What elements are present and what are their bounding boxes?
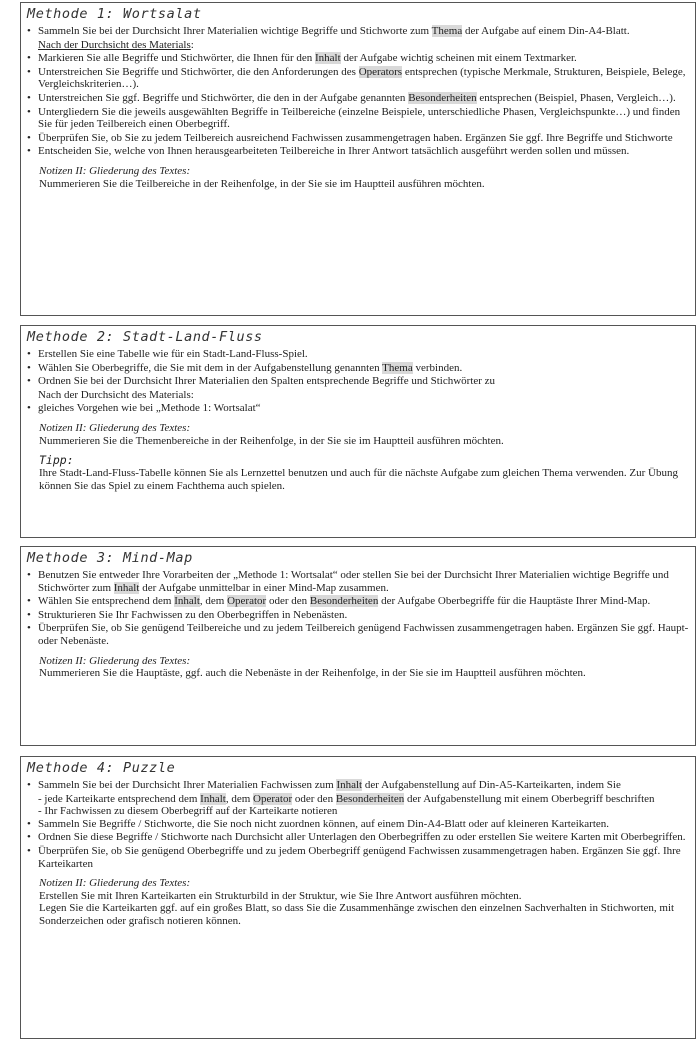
note-text: Nummerieren Sie die Teilbereiche in der Reihenfolge, in der Sie sie im Hauptteil ausführen möchten.	[39, 177, 485, 190]
text: der Aufgabenstellung auf Din-A5-Karteikarten, indem Sie	[362, 779, 621, 791]
list-item: • Überprüfen Sie, ob Sie zu jedem Teilbereich ausreichend Fachwissen zusammengetragen haben. Ergänzen Sie ggf. Ihre Begriffe und Stichworte	[27, 132, 689, 145]
list-item: • Entscheiden Sie, welche von Ihnen herausgearbeiteten Teilbereiche in Ihrer Antwort tatsächlich ausgeführt werden sollen und müssen.	[27, 145, 689, 158]
highlight-besonderheiten: Besonderheiten	[408, 91, 477, 104]
highlight-besonderheiten: Besonderheiten	[309, 595, 379, 608]
dash-item	[27, 793, 689, 806]
list-item	[27, 52, 689, 65]
highlight-thema: Thema	[431, 25, 463, 37]
text: Sammeln Sie bei der Durchsicht Ihrer Materialien Fachwissen zum	[38, 779, 337, 791]
highlight-besonderheiten: Besonderheiten	[335, 792, 405, 805]
list-item: • Ordnen Sie bei der Durchsicht Ihrer Materialien den Spalten entsprechende Begriffe und Stichwörter zu	[27, 375, 689, 388]
list-subheading	[27, 39, 689, 52]
method-1-note	[39, 165, 689, 190]
text: verbinden.	[412, 361, 463, 374]
method-1-list	[27, 25, 689, 158]
note-heading: Notizen II: Gliederung des Textes:	[39, 877, 191, 890]
list-item: • gleiches Vorgehen wie bei „Methode 1: Wortsalat“	[27, 402, 689, 415]
highlight-operators: Operators	[358, 65, 403, 78]
text: Unterstreichen Sie ggf. Begriffe und Stichwörter, die den in der Aufgabe genannten	[38, 91, 409, 104]
text: Markieren Sie alle Begriffe und Stichwörter, die Ihnen für den	[38, 52, 316, 65]
highlight-thema: Thema	[382, 361, 413, 374]
tipp-heading: Tipp:	[39, 453, 74, 468]
text: der Aufgabe wichtig scheinen mit einem Textmarker.	[340, 52, 577, 65]
method-4-box	[20, 756, 696, 1039]
method-1-title: Methode 1: Wortsalat	[27, 6, 202, 22]
note-text: Erstellen Sie mit Ihren Karteikarten ein Strukturbild in der Struktur, wie Sie Ihre Antwort ausführen möchten.	[39, 889, 522, 902]
list-subheading: Nach der Durchsicht des Materials:	[38, 388, 194, 401]
text: Wählen Sie entsprechend dem	[38, 595, 175, 608]
tipp-text: Ihre Stadt-Land-Fluss-Tabelle können Sie als Lernzettel benutzen und auch für die nächste Aufgabe zum gleichen Thema verwenden. Zur Übung können Sie das Spiel zu einem Fachthema auch spielen.	[39, 467, 678, 492]
method-3-box	[20, 546, 696, 746]
list-item	[27, 595, 689, 608]
method-4-list	[27, 779, 689, 870]
highlight-inhalt: Inhalt	[336, 779, 363, 791]
text: oder den	[266, 595, 310, 608]
text: Benutzen Sie entweder Ihre Vorarbeiten der „Methode 1: Wortsalat“ oder stellen Sie bei der Durchsicht Ihrer Materialien wichtige Begriffe und Stichwörter zum	[38, 569, 669, 594]
method-3-list	[27, 569, 689, 648]
method-4-title: Methode 4: Puzzle	[27, 760, 176, 776]
list-item	[27, 779, 689, 792]
text: Sammeln Sie bei der Durchsicht Ihrer Materialien wichtige Begriffe und Stichworte zum	[38, 25, 432, 37]
highlight-operator: Operator	[253, 792, 293, 805]
note-text: Legen Sie die Karteikarten ggf. auf ein großes Blatt, so dass Sie die Zusammenhänge zwischen den einzelnen Sachverhalten in Stichworten, mit Sonderzeichen oder grafisch notieren können.	[39, 902, 675, 927]
text: der Aufgabe unmittelbar in einer Mind-Map zusammen.	[139, 581, 389, 594]
method-3-title: Methode 3: Mind-Map	[27, 550, 193, 566]
text: der Aufgabenstellung mit einem Oberbegriff beschriften	[404, 792, 655, 805]
list-item: • Strukturieren Sie Ihr Fachwissen zu den Oberbegriffen in Nebenästen.	[27, 609, 689, 622]
text: , dem	[225, 792, 254, 805]
method-2-list	[27, 348, 689, 415]
text: - jede Karteikarte entsprechend dem	[38, 792, 201, 805]
highlight-inhalt: Inhalt	[200, 792, 226, 805]
method-3-note	[39, 655, 689, 680]
method-2-note	[39, 422, 689, 492]
note-text: Nummerieren Sie die Themenbereiche in der Reihenfolge, in der Sie sie im Hauptteil ausführen möchten.	[39, 434, 504, 447]
text: entsprechen (typische Merkmale, Strukturen, Beispiele, Belege, Vergleichskriterien…).	[38, 65, 686, 91]
text: , dem	[199, 595, 228, 608]
highlight-operator: Operator	[227, 595, 267, 608]
list-item: • Überprüfen Sie, ob Sie genügend Oberbegriffe und zu jedem Oberbegriff genügend Fachwissen zusammengetragen haben. Ergänzen Sie ggf. Ihre Karteikarten	[27, 845, 689, 870]
list-item	[27, 569, 689, 594]
note-text: Nummerieren Sie die Hauptäste, ggf. auch die Nebenäste in der Reihenfolge, in der Sie sie im Hauptteil ausführen möchten.	[39, 667, 586, 680]
highlight-inhalt: Inhalt	[315, 52, 341, 65]
text: Unterstreichen Sie Begriffe und Stichwörter, die den Anforderungen des	[38, 65, 359, 78]
note-heading: Notizen II: Gliederung des Textes:	[39, 654, 191, 667]
method-2-box	[20, 325, 696, 538]
note-heading: Notizen II: Gliederung des Textes:	[39, 164, 191, 177]
list-item	[27, 25, 689, 38]
method-4-note	[39, 877, 689, 927]
list-item: • Erstellen Sie eine Tabelle wie für ein Stadt-Land-Fluss-Spiel.	[27, 348, 689, 361]
dash-item: - Ihr Fachwissen zu diesem Oberbegriff auf der Karteikarte notieren	[38, 805, 338, 818]
note-heading: Notizen II: Gliederung des Textes:	[39, 421, 191, 434]
text: Wählen Sie Oberbegriffe, die Sie mit dem in der Aufgabenstellung genannten	[38, 361, 383, 374]
method-1-box	[20, 2, 696, 316]
text: oder den	[292, 792, 336, 805]
underlined-text: Nach der Durchsicht des Materials	[38, 38, 191, 51]
list-item: • Sammeln Sie Begriffe / Stichworte, die Sie noch nicht zuordnen können, auf einem Din-A4-Blatt oder auf kleineren Karteikarten.	[27, 818, 689, 831]
highlight-inhalt: Inhalt	[113, 581, 140, 594]
text: :	[190, 38, 194, 51]
text: entsprechen (Beispiel, Phasen, Vergleich…).	[476, 91, 676, 104]
method-2-title: Methode 2: Stadt-Land-Fluss	[27, 329, 263, 345]
list-item	[27, 92, 689, 105]
text: der Aufgabe auf einem Din-A4-Blatt.	[462, 25, 630, 37]
text: der Aufgabe Oberbegriffe für die Hauptäste Ihrer Mind-Map.	[378, 595, 651, 608]
list-item: • Untergliedern Sie die jeweils ausgewählten Begriffe in Teilbereiche (einzelne Beispiele, unterschiedliche Phasen, Vergleichspunkte…) und finden Sie für jeden Teilbereich einen Oberbegriff.	[27, 106, 689, 131]
list-item: • Überprüfen Sie, ob Sie genügend Teilbereiche und zu jedem Teilbereich genügend Fachwissen zusammengetragen haben. Ergänzen Sie ggf. Haupt- oder Nebenäste.	[27, 622, 689, 647]
list-item	[27, 66, 689, 91]
highlight-inhalt: Inhalt	[174, 595, 200, 608]
list-item: • Ordnen Sie diese Begriffe / Stichworte nach Durchsicht aller Unterlagen den Oberbegriffen zu oder erstellen Sie weitere Karten mit Oberbegriffen.	[27, 831, 689, 844]
list-item	[27, 362, 689, 375]
